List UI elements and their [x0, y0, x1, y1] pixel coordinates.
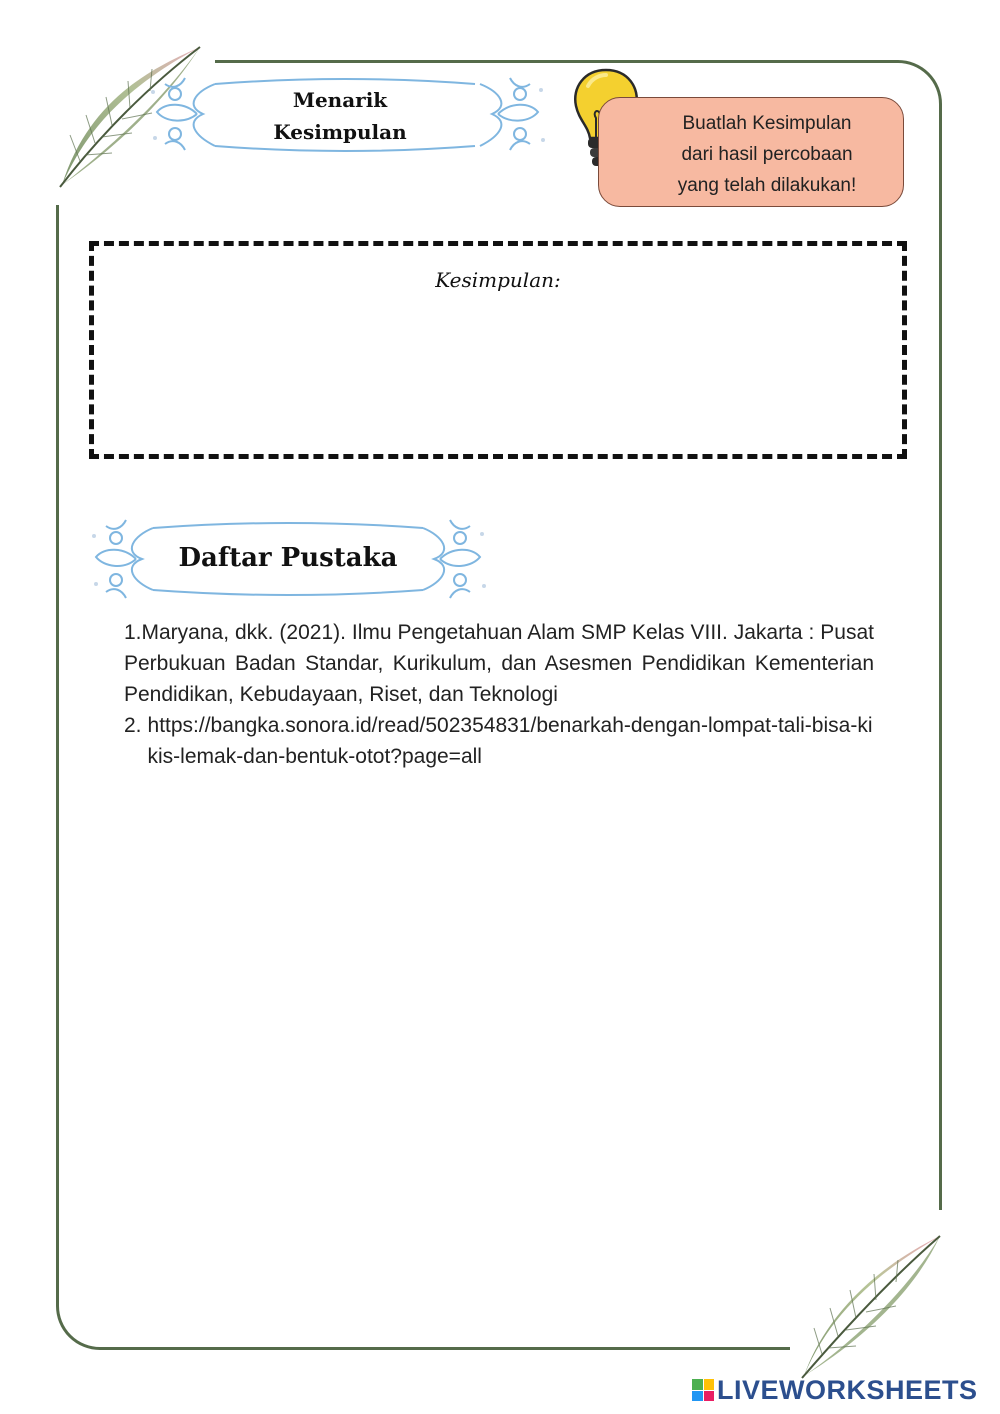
header-title: [245, 84, 435, 148]
leaf-bottom-icon: [790, 1230, 950, 1380]
references-banner: [88, 512, 488, 606]
conclusion-answer-box[interactable]: [89, 241, 907, 459]
conclusion-label: Kesimpulan:: [435, 268, 561, 292]
reference-item-1: 1.Maryana, dkk. (2021). Ilmu Pengetahuan Alam SMP Kelas VIII. Jakarta : Pusat Perbukuan Badan Standar, Kurikulum, dan Asesmen Pendidikan Kementerian Pendidikan, Kebudayaan, Riset, dan Teknologi: [124, 621, 874, 706]
reference-item-2-number: 2.: [124, 714, 142, 737]
instruction-text: [639, 108, 895, 201]
references-title: Daftar Pustaka: [178, 543, 398, 573]
header-banner: [145, 72, 550, 156]
instruction-box: [598, 97, 904, 207]
reference-item-2-url: https://bangka.sonora.id/read/502354831/benarkah-dengan-lompat-tali-bisa-kikis-lemak-dan-bentuk-otot?page=all: [147, 714, 873, 768]
liveworksheets-badge-icon: [692, 1379, 714, 1401]
instruction-line2: dari hasil percobaan: [681, 144, 853, 165]
header-title-line1: Menarik: [292, 88, 388, 112]
header-title-line2: Kesimpulan: [273, 120, 407, 144]
instruction-line3: yang telah dilakukan!: [677, 175, 857, 196]
reference-item-2: [124, 710, 874, 772]
instruction-line1: Buatlah Kesimpulan: [682, 113, 852, 134]
references-list: [124, 617, 874, 772]
liveworksheets-logo-text: LIVEWORKSHEETS: [717, 1374, 978, 1405]
liveworksheets-logo: [692, 1374, 992, 1406]
